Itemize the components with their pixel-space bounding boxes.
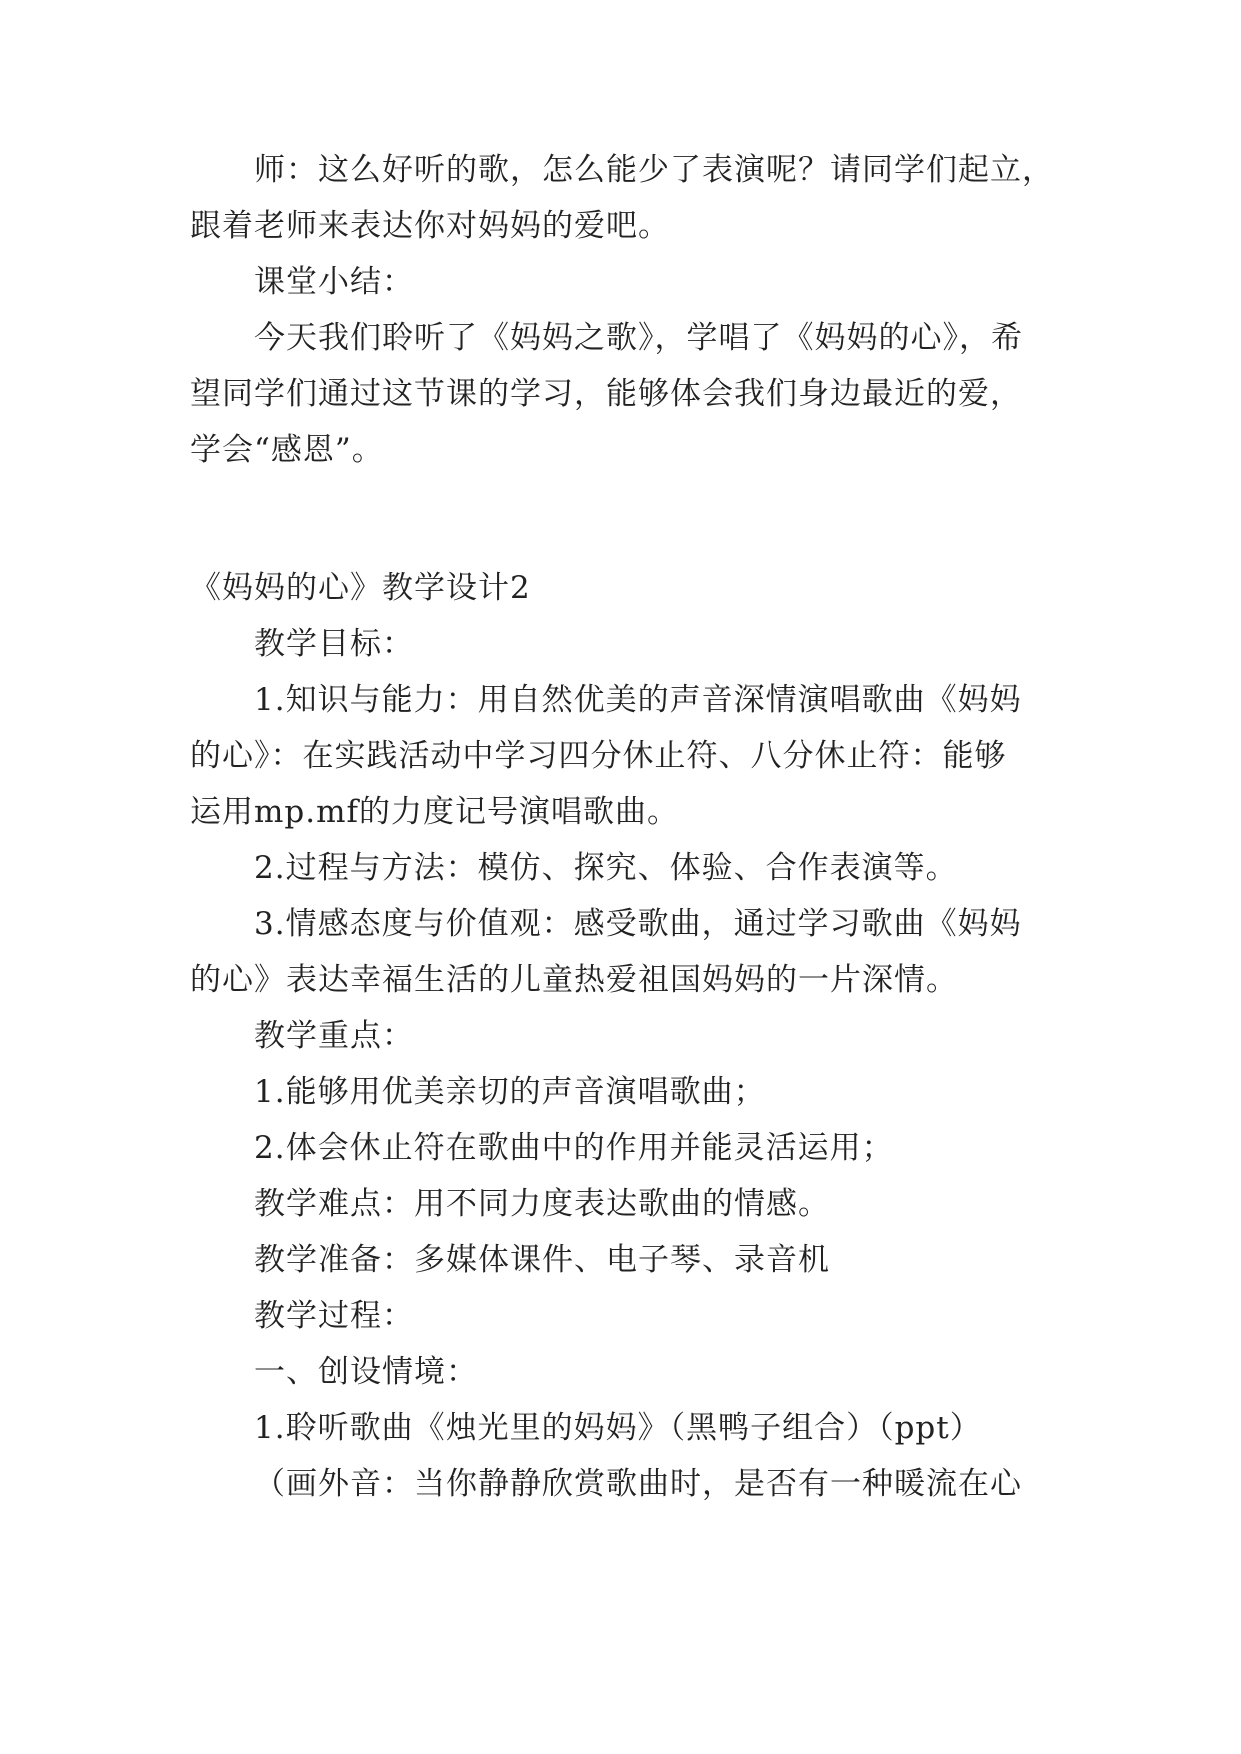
focus-item1: 1.能够用优美亲切的声音演唱歌曲； [254, 1074, 766, 1110]
step1-heading: 一、创设情境： [254, 1354, 478, 1390]
goal3-line1: 3.情感态度与价值观：感受歌曲，通过学习歌曲《妈妈 [254, 906, 1022, 942]
paragraph-teacher-line2: 跟着老师来表达你对妈妈的爱吧。 [190, 208, 670, 244]
step1-item1: 1.聆听歌曲《烛光里的妈妈》（黑鸭子组合）（ppt） [254, 1410, 982, 1446]
section-title: 《妈妈的心》教学设计2 [190, 570, 531, 606]
goals-heading: 教学目标： [254, 626, 414, 662]
process-heading: 教学过程： [254, 1298, 414, 1334]
goal2: 2.过程与方法：模仿、探究、体验、合作表演等。 [254, 850, 958, 886]
focus-item2: 2.体会休止符在歌曲中的作用并能灵活运用； [254, 1130, 894, 1166]
summary-heading: 课堂小结： [254, 264, 414, 300]
focus-heading: 教学重点： [254, 1018, 414, 1054]
summary-line2: 望同学们通过这节课的学习，能够体会我们身边最近的爱， [190, 376, 1022, 412]
goal1-line1: 1.知识与能力：用自然优美的声音深情演唱歌曲《妈妈 [254, 682, 1022, 718]
goal1-line2: 的心》：在实践活动中学习四分休止符、八分休止符：能够 [190, 738, 1007, 774]
difficulty-line: 教学难点：用不同力度表达歌曲的情感。 [254, 1186, 830, 1222]
goal1-line3: 运用mp.mf的力度记号演唱歌曲。 [190, 794, 679, 830]
preparation-line: 教学准备：多媒体课件、电子琴、录音机 [254, 1242, 830, 1278]
step1-note: （画外音：当你静静欣赏歌曲时，是否有一种暖流在心 [254, 1466, 1022, 1502]
summary-line1: 今天我们聆听了《妈妈之歌》，学唱了《妈妈的心》，希 [254, 320, 1023, 356]
summary-line3: 学会“感恩”。 [190, 432, 384, 468]
paragraph-teacher-line1: 师：这么好听的歌，怎么能少了表演呢？请同学们起立， [254, 152, 1054, 188]
goal3-line2: 的心》表达幸福生活的儿童热爱祖国妈妈的一片深情。 [190, 962, 958, 998]
